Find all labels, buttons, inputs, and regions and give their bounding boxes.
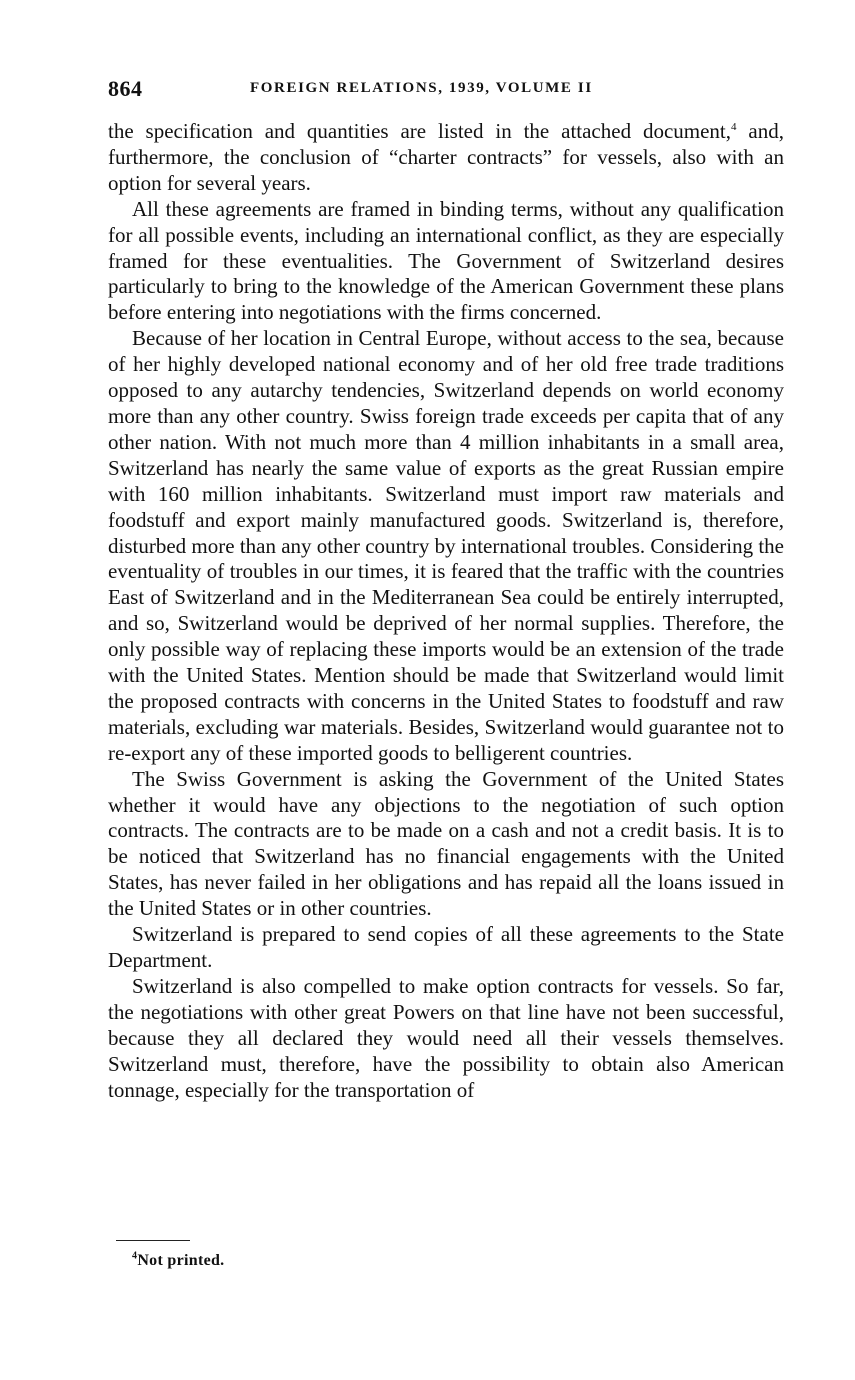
paragraph-3: Because of her location in Central Europe, without access to the sea, because of her highly developed national economy and of her old free trade traditions opposed to any autarchy tendencies, Switzerland depends on world economy more than any other country. Swiss foreign trade exceeds per capita that of any other nation. With not much more than 4 million inhabitants in a small area, Switzerland has nearly the same value of exports as the great Russian empire with 160 million inhabitants. Switzerland must import raw materials and foodstuff and export mainly manufactured goods. Switzerland is, therefore, disturbed more than any other country by international troubles. Considering the eventuality of troubles in our times, it is feared that the traffic with the countries East of Switzerland and in the Mediterranean Sea could be entirely interrupted, and so, Switzerland would be deprived of her normal supplies. Therefore, the only possible way of replacing these imports would be an extension of the trade with the United States. Mention should be made that Switzerland would limit the proposed contracts with concerns in the United States to foodstuff and raw materials, excluding war materials. Besides, Switzerland would guarantee not to re-export any of these imported goods to belligerent countries. <box>108 326 784 765</box>
footnote-reference: 4 <box>731 121 737 133</box>
paragraph-4: The Swiss Government is asking the Government of the United States whether it would have any objections to the negotiation of such option contracts. The contracts are to be made on a cash and not a credit basis. It is to be noticed that Switzerland has no financial engagements with the United States, has never failed in her obligations and has repaid all the loans issued in the United States or in other countries. <box>108 766 784 921</box>
paragraph-1-text-before-note: the specification and quantities are listed in the attached document, <box>108 119 732 143</box>
footnote <box>132 1252 224 1270</box>
paragraph-6: Switzerland is also compelled to make option contracts for vessels. So far, the negotiations with other great Powers on that line have not been successful, because they all declared they would need all their vessels themselves. Switzerland must, therefore, have the possibility to obtain also American tonnage, especially for the transportation of <box>108 973 784 1102</box>
page-number: 864 <box>108 76 143 101</box>
footnote-divider <box>116 1240 190 1241</box>
footnote-marker: 4 <box>132 1250 138 1262</box>
paragraph-1 <box>108 119 784 197</box>
page-header <box>108 76 784 104</box>
paragraph-1-text-after-note: and, furthermore, the conclusion of “charter contracts” for vessels, also with an option for several years. <box>108 119 784 195</box>
running-head: FOREIGN RELATIONS, 1939, VOLUME II <box>250 80 593 96</box>
paragraph-2: All these agreements are framed in binding terms, without any qualification for all possible events, including an international conflict, as they are especially framed for these eventualities. The Government of Switzerland desires particularly to bring to the knowledge of the American Government these plans before entering into negotiations with the firms concerned. <box>108 196 784 325</box>
paragraph-5: Switzerland is prepared to send copies of all these agreements to the State Department. <box>108 922 784 972</box>
body-text <box>108 119 784 1103</box>
footnote-text: Not printed. <box>137 1252 225 1269</box>
